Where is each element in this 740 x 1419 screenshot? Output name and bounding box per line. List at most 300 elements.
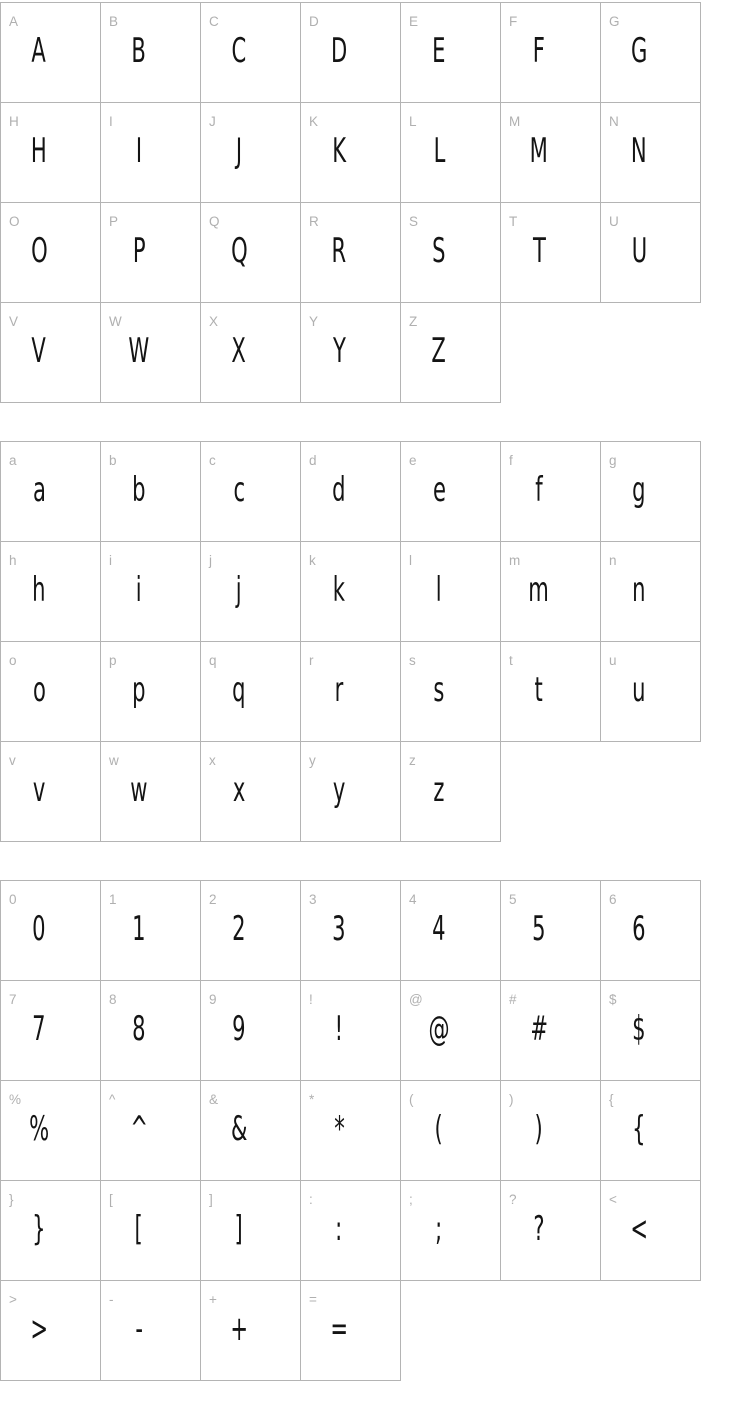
cell-glyph: }: [32, 1209, 46, 1249]
cell-glyph: 0: [32, 909, 46, 949]
cell-glyph-box: [201, 742, 277, 838]
glyph-cell: [101, 3, 201, 103]
cell-label: V: [9, 314, 19, 329]
charmap-row: [1, 1081, 701, 1181]
cell-label: >: [9, 1292, 17, 1307]
cell-label: g: [609, 453, 617, 468]
glyph-cell: [1, 303, 101, 403]
glyph-cell: [501, 881, 601, 981]
cell-label: n: [609, 553, 617, 568]
cell-glyph-box: [201, 303, 277, 399]
cell-label: b: [109, 453, 117, 468]
cell-label: (: [409, 1092, 414, 1107]
glyph-cell: [401, 642, 501, 742]
cell-label: i: [109, 553, 112, 568]
cell-label: :: [309, 1192, 313, 1207]
cell-glyph-box: [201, 103, 277, 199]
glyph-cell: [201, 1081, 301, 1181]
glyph-cell: [501, 3, 601, 103]
cell-glyph: A: [31, 31, 47, 71]
cell-glyph-box: [201, 642, 277, 738]
glyph-cell: [1, 642, 101, 742]
glyph-cell: [501, 542, 601, 642]
cell-glyph: V: [31, 331, 47, 371]
cell-glyph: y: [332, 770, 346, 810]
cell-label: 1: [109, 892, 117, 907]
cell-glyph: b: [132, 470, 146, 510]
glyph-cell: [101, 1281, 201, 1381]
cell-glyph-box: [1, 881, 77, 977]
cell-glyph-box: [301, 542, 377, 638]
cell-glyph-box: [1, 642, 77, 738]
cell-glyph-box: [1, 981, 77, 1077]
cell-glyph-box: [301, 1181, 377, 1277]
cell-label: ): [509, 1092, 514, 1107]
cell-glyph: #: [530, 1009, 548, 1049]
cell-label: N: [609, 114, 619, 129]
cell-glyph: m: [528, 570, 550, 610]
cell-glyph-box: [301, 742, 377, 838]
cell-glyph: k: [332, 570, 346, 610]
cell-glyph-box: [301, 1281, 377, 1377]
cell-label: J: [209, 114, 216, 129]
charmap-row: [1, 981, 701, 1081]
cell-glyph: 3: [332, 909, 346, 949]
cell-glyph-box: [101, 3, 177, 99]
cell-glyph-box: [601, 103, 677, 199]
cell-glyph: >: [30, 1309, 48, 1349]
cell-glyph: !: [334, 1009, 344, 1049]
cell-glyph-box: [401, 542, 477, 638]
cell-glyph-box: [601, 542, 677, 638]
cell-glyph-box: [101, 442, 177, 538]
cell-glyph-box: [201, 442, 277, 538]
cell-glyph: Q: [230, 231, 248, 271]
cell-label: K: [309, 114, 319, 129]
cell-glyph-box: [601, 642, 677, 738]
cell-glyph: 1: [132, 909, 146, 949]
cell-glyph-box: [1, 1081, 77, 1177]
glyph-cell: [301, 1281, 401, 1381]
cell-label: e: [409, 453, 417, 468]
glyph-cell: [201, 442, 301, 542]
cell-label: v: [9, 753, 16, 768]
cell-glyph-box: [101, 542, 177, 638]
cell-glyph-box: [401, 442, 477, 538]
cell-label: 2: [209, 892, 217, 907]
glyph-cell: [301, 542, 401, 642]
cell-glyph-box: [501, 881, 577, 977]
cell-label: +: [209, 1292, 217, 1307]
cell-label: A: [9, 14, 19, 29]
glyph-cell: [401, 542, 501, 642]
glyph-cell: [101, 742, 201, 842]
charmap-grid-lowercase: [0, 441, 701, 842]
cell-label: 3: [309, 892, 317, 907]
cell-label: w: [109, 753, 119, 768]
cell-label: q: [209, 653, 217, 668]
cell-glyph: E: [432, 31, 446, 71]
glyph-cell: [1, 1081, 101, 1181]
glyph-cell: [501, 103, 601, 203]
cell-label: F: [509, 14, 518, 29]
glyph-cell: [301, 103, 401, 203]
cell-glyph-box: [301, 3, 377, 99]
cell-glyph: n: [632, 570, 646, 610]
glyph-cell: [1, 742, 101, 842]
cell-label: c: [209, 453, 216, 468]
cell-label: 5: [509, 892, 517, 907]
glyph-cell: [601, 1081, 701, 1181]
cell-glyph: u: [632, 670, 646, 710]
cell-glyph-box: [301, 881, 377, 977]
cell-glyph-box: [201, 881, 277, 977]
charmap-row: [1, 642, 701, 742]
cell-glyph-box: [1, 103, 77, 199]
cell-label: Q: [209, 214, 220, 229]
cell-glyph: v: [32, 770, 46, 810]
cell-glyph-box: [401, 881, 477, 977]
glyph-cell: [101, 103, 201, 203]
glyph-cell: [401, 103, 501, 203]
cell-label: M: [509, 114, 521, 129]
cell-glyph: 7: [32, 1009, 46, 1049]
charmap-row: [1, 103, 701, 203]
cell-glyph-box: [101, 303, 177, 399]
cell-glyph: M: [529, 131, 549, 171]
cell-label: y: [309, 753, 316, 768]
glyph-cell: [101, 1181, 201, 1281]
glyph-cell: [301, 881, 401, 981]
cell-glyph: j: [236, 570, 242, 610]
cell-label: k: [309, 553, 316, 568]
cell-label: &: [209, 1092, 219, 1107]
cell-glyph: r: [334, 670, 344, 710]
cell-glyph: R: [331, 231, 347, 271]
cell-glyph-box: [501, 1081, 577, 1177]
glyph-cell: [601, 203, 701, 303]
cell-glyph-box: [201, 3, 277, 99]
glyph-cell: [1, 442, 101, 542]
cell-glyph-box: [1, 1281, 77, 1377]
cell-label: G: [609, 14, 620, 29]
cell-glyph: f: [535, 470, 543, 510]
cell-glyph-box: [401, 103, 477, 199]
cell-glyph-box: [201, 203, 277, 299]
cell-glyph-box: [101, 203, 177, 299]
cell-label: %: [9, 1092, 22, 1107]
cell-label: D: [309, 14, 319, 29]
cell-glyph: i: [136, 570, 142, 610]
cell-glyph-box: [401, 642, 477, 738]
cell-glyph: ): [534, 1109, 544, 1149]
glyph-cell: [101, 881, 201, 981]
cell-glyph-box: [601, 881, 677, 977]
cell-label: m: [509, 553, 521, 568]
glyph-cell: [401, 881, 501, 981]
cell-glyph-box: [601, 1181, 677, 1277]
charmap-grid-uppercase: [0, 2, 701, 403]
glyph-cell: [301, 1081, 401, 1181]
cell-label: W: [109, 314, 122, 329]
cell-glyph: N: [631, 131, 647, 171]
glyph-cell: [401, 1181, 501, 1281]
glyph-cell: [301, 303, 401, 403]
cell-glyph-box: [101, 103, 177, 199]
cell-label: a: [9, 453, 17, 468]
cell-label: ]: [209, 1192, 213, 1207]
glyph-cell: [301, 3, 401, 103]
cell-glyph: T: [532, 231, 546, 271]
glyph-cell: [1, 103, 101, 203]
glyph-cell: [201, 1281, 301, 1381]
cell-glyph: ^: [130, 1109, 148, 1149]
cell-label: r: [309, 653, 314, 668]
cell-glyph: w: [130, 770, 148, 810]
cell-label: j: [209, 553, 212, 568]
cell-glyph: 9: [232, 1009, 246, 1049]
cell-label: T: [509, 214, 518, 229]
glyph-cell: [101, 642, 201, 742]
cell-glyph-box: [301, 203, 377, 299]
cell-glyph-box: [401, 1181, 477, 1277]
cell-glyph-box: [201, 1281, 277, 1377]
glyph-cell: [101, 1081, 201, 1181]
cell-glyph: Z: [431, 331, 447, 371]
cell-label: 9: [209, 992, 217, 1007]
glyph-cell: [401, 303, 501, 403]
cell-label: R: [309, 214, 319, 229]
cell-glyph: S: [432, 231, 446, 271]
cell-glyph: {: [632, 1109, 646, 1149]
glyph-cell: [601, 981, 701, 1081]
glyph-cell: [501, 642, 601, 742]
cell-label: C: [209, 14, 219, 29]
cell-label: #: [509, 992, 517, 1007]
cell-label: f: [509, 453, 513, 468]
cell-glyph: h: [32, 570, 46, 610]
cell-glyph: G: [630, 31, 648, 71]
cell-glyph: [: [134, 1209, 144, 1249]
cell-glyph-box: [1, 3, 77, 99]
cell-label: 7: [9, 992, 17, 1007]
cell-glyph: 4: [432, 909, 446, 949]
cell-label: <: [609, 1192, 617, 1207]
cell-label: o: [9, 653, 17, 668]
cell-glyph: B: [131, 31, 147, 71]
glyph-cell: [201, 981, 301, 1081]
cell-glyph-box: [301, 442, 377, 538]
cell-glyph: %: [28, 1109, 50, 1149]
cell-glyph-box: [101, 742, 177, 838]
cell-glyph: c: [233, 470, 245, 510]
cell-label: *: [309, 1092, 315, 1107]
cell-label: d: [309, 453, 317, 468]
glyph-cell: [601, 542, 701, 642]
cell-label: =: [309, 1292, 317, 1307]
cell-label: $: [609, 992, 617, 1007]
charmap-row: [1, 442, 701, 542]
glyph-cell: [201, 103, 301, 203]
cell-glyph: 6: [632, 909, 646, 949]
cell-glyph: ?: [533, 1209, 545, 1249]
cell-glyph-box: [301, 103, 377, 199]
cell-glyph-box: [1, 742, 77, 838]
charmap-row: [1, 3, 701, 103]
cell-label: O: [9, 214, 20, 229]
glyph-cell: [201, 642, 301, 742]
glyph-cell: [601, 1181, 701, 1281]
charmap-row: [1, 542, 701, 642]
glyph-cell: [201, 742, 301, 842]
cell-label: t: [509, 653, 513, 668]
cell-glyph-box: [601, 442, 677, 538]
glyph-cell: [301, 1181, 401, 1281]
cell-glyph-box: [1, 542, 77, 638]
cell-label: !: [309, 992, 313, 1007]
glyph-cell: [101, 981, 201, 1081]
charmap-row: [1, 203, 701, 303]
cell-glyph: -: [135, 1309, 143, 1349]
cell-glyph-box: [101, 1281, 177, 1377]
cell-glyph: C: [231, 31, 247, 71]
cell-glyph-box: [601, 1081, 677, 1177]
cell-glyph-box: [501, 542, 577, 638]
cell-glyph: 5: [532, 909, 546, 949]
cell-glyph-box: [1, 303, 77, 399]
cell-glyph: q: [232, 670, 246, 710]
glyph-cell: [501, 203, 601, 303]
glyph-cell: [401, 1081, 501, 1181]
cell-label: P: [109, 214, 119, 229]
charmap-row: [1, 742, 701, 842]
glyph-cell: [301, 742, 401, 842]
cell-label: ?: [509, 1192, 517, 1207]
cell-glyph-box: [401, 981, 477, 1077]
cell-glyph-box: [1, 1181, 77, 1277]
cell-glyph: X: [231, 331, 247, 371]
cell-glyph-box: [401, 3, 477, 99]
glyph-cell: [201, 303, 301, 403]
charmap-row: [1, 303, 701, 403]
glyph-cell: [501, 1081, 601, 1181]
cell-glyph-box: [301, 303, 377, 399]
charmap-row: [1, 1281, 701, 1381]
cell-glyph-box: [101, 1081, 177, 1177]
cell-label: u: [609, 653, 617, 668]
cell-glyph-box: [601, 3, 677, 99]
cell-glyph-box: [501, 1181, 577, 1277]
cell-label: 8: [109, 992, 117, 1007]
cell-label: h: [9, 553, 17, 568]
cell-glyph-box: [101, 1181, 177, 1277]
cell-label: X: [209, 314, 219, 329]
cell-glyph-box: [101, 881, 177, 977]
cell-label: x: [209, 753, 216, 768]
cell-label: [: [109, 1192, 113, 1207]
cell-glyph: *: [333, 1109, 345, 1149]
glyph-cell: [1, 203, 101, 303]
glyph-cell: [201, 881, 301, 981]
cell-glyph-box: [201, 1181, 277, 1277]
cell-glyph: d: [332, 470, 346, 510]
cell-label: 6: [609, 892, 617, 907]
cell-glyph: e: [432, 470, 446, 510]
cell-label: B: [109, 14, 119, 29]
cell-glyph-box: [501, 642, 577, 738]
glyph-cell: [301, 203, 401, 303]
cell-glyph: D: [330, 31, 348, 71]
cell-glyph-box: [1, 442, 77, 538]
cell-glyph: U: [631, 231, 647, 271]
cell-label: 0: [9, 892, 17, 907]
charmap-grid-digits-symbols: [0, 880, 701, 1381]
cell-glyph: g: [632, 470, 646, 510]
cell-glyph-box: [501, 203, 577, 299]
cell-glyph: O: [30, 231, 48, 271]
glyph-cell: [101, 203, 201, 303]
cell-label: S: [409, 214, 419, 229]
cell-glyph: p: [132, 670, 146, 710]
cell-glyph-box: [401, 742, 477, 838]
cell-glyph: =: [330, 1309, 348, 1349]
cell-glyph-box: [301, 981, 377, 1077]
cell-glyph: o: [32, 670, 46, 710]
glyph-cell: [1, 542, 101, 642]
glyph-cell: [501, 442, 601, 542]
glyph-cell: [501, 981, 601, 1081]
glyph-cell: [501, 1181, 601, 1281]
cell-glyph: &: [230, 1109, 248, 1149]
cell-glyph: P: [132, 231, 146, 271]
cell-glyph: s: [433, 670, 445, 710]
cell-glyph: (: [434, 1109, 444, 1149]
cell-label: Y: [309, 314, 319, 329]
glyph-cell: [601, 881, 701, 981]
cell-label: {: [609, 1092, 614, 1107]
glyph-cell: [301, 981, 401, 1081]
cell-glyph-box: [401, 303, 477, 399]
cell-label: z: [409, 753, 416, 768]
glyph-cell: [301, 642, 401, 742]
cell-glyph-box: [1, 203, 77, 299]
cell-label: I: [109, 114, 113, 129]
glyph-cell: [1, 881, 101, 981]
cell-glyph: F: [532, 31, 546, 71]
cell-glyph-box: [601, 203, 677, 299]
glyph-cell: [201, 3, 301, 103]
cell-glyph: H: [31, 131, 47, 171]
cell-glyph: L: [433, 131, 445, 171]
glyph-cell: [401, 742, 501, 842]
glyph-cell: [401, 3, 501, 103]
cell-glyph-box: [201, 542, 277, 638]
cell-glyph: 2: [232, 909, 246, 949]
glyph-cell: [1, 1281, 101, 1381]
cell-glyph-box: [301, 642, 377, 738]
glyph-cell: [401, 442, 501, 542]
cell-glyph: J: [235, 131, 243, 171]
cell-glyph: :: [335, 1209, 343, 1249]
cell-glyph: a: [32, 470, 46, 510]
cell-label: L: [409, 114, 417, 129]
glyph-cell: [601, 3, 701, 103]
charmap-row: [1, 1181, 701, 1281]
cell-glyph: Y: [332, 331, 346, 371]
cell-label: @: [409, 992, 423, 1007]
glyph-cell: [401, 203, 501, 303]
cell-label: 4: [409, 892, 417, 907]
